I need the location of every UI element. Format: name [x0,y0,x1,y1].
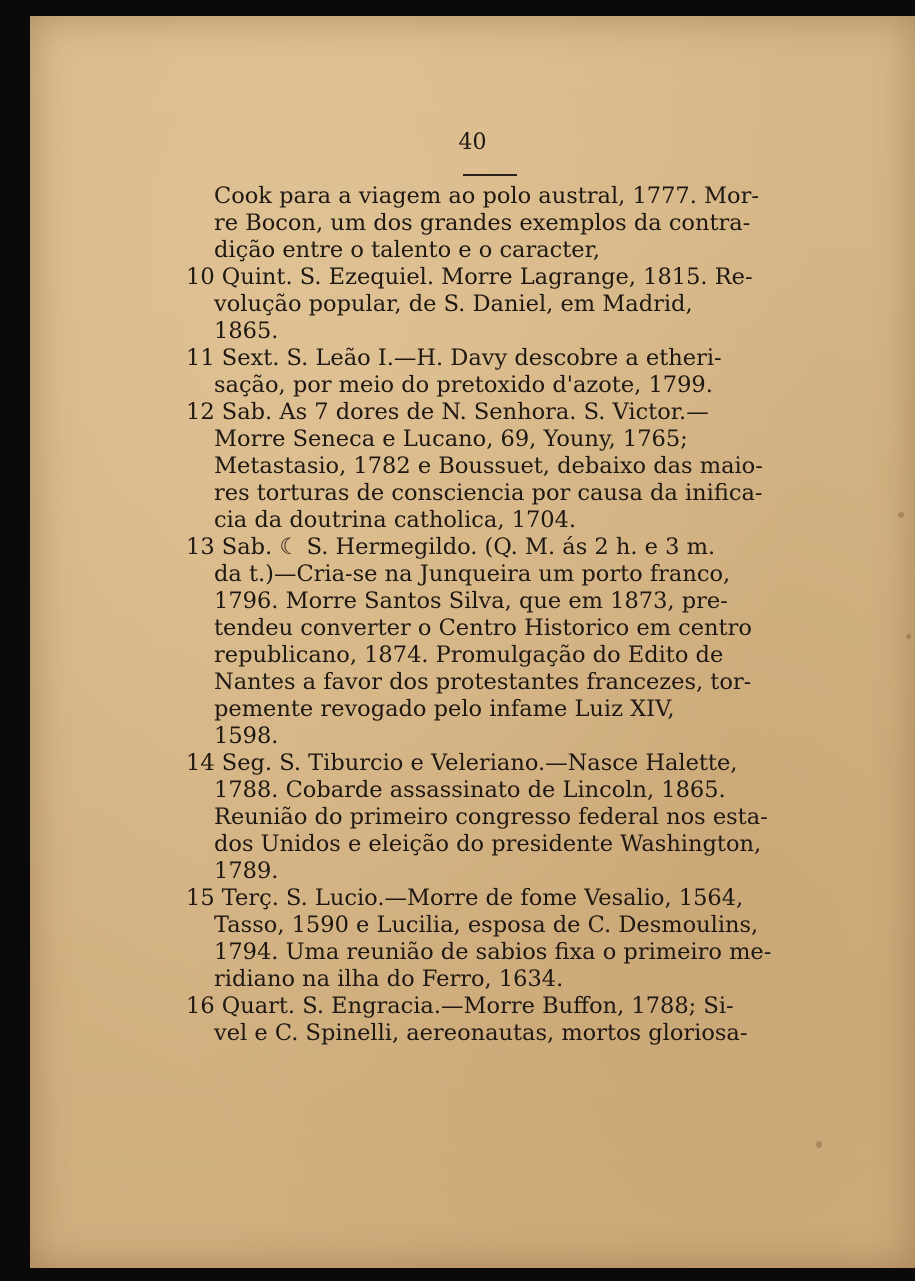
text-line: volução popular, de S. Daniel, em Madrid, [214,291,693,317]
paper-stain [898,512,904,518]
text-line: ridiano na ilha do Ferro, 1634. [214,966,564,992]
text-line: res torturas de consciencia por causa da inifica- [214,480,763,506]
text-line: 10 Quint. S. Ezequiel. Morre Lagrange, 1815. Re- [186,264,753,290]
text-line: republicano, 1874. Promulgação do Edito de [214,642,724,668]
paper-stain [816,1141,822,1148]
text-line: Reunião do primeiro congresso federal nos esta- [214,804,768,830]
text-line: Metastasio, 1782 e Boussuet, debaixo das maio- [214,453,763,479]
text-line: 13 Sab. ☾ S. Hermegildo. (Q. M. ás 2 h. e 3 m. [186,534,716,560]
page-body [186,183,796,1047]
text-line: dição entre o talento e o caracter, [214,237,601,263]
text-line: vel e C. Spinelli, aereonautas, mortos gloriosa- [214,1020,748,1046]
text-line: Tasso, 1590 e Lucilia, esposa de C. Desmoulins, [214,912,759,938]
page-number: 40 [458,130,487,155]
text-line: 11 Sext. S. Leão I.—H. Davy descobre a etheri- [186,345,722,371]
text-line: sação, por meio do pretoxido d'azote, 1799. [214,372,713,398]
text-line: tendeu converter o Centro Historico em centro [214,615,752,641]
text-line: dos Unidos e eleição do presidente Washington, [214,831,762,857]
text-line: Morre Seneca e Lucano, 69, Youny, 1765; [214,426,688,452]
text-line: 1789. [214,858,279,884]
text-line: 16 Quart. S. Engracia.—Morre Buffon, 1788; Si- [186,993,734,1019]
text-line: 12 Sab. As 7 dores de N. Senhora. S. Victor.— [186,399,709,425]
text-line: 1598. [214,723,279,749]
text-line: 1865. [214,318,279,344]
text-line: Nantes a favor dos protestantes francezes, tor- [214,669,752,695]
text-line: cia da doutrina catholica, 1704. [214,507,577,533]
text-line: 15 Terç. S. Lucio.—Morre de fome Vesalio, 1564, [186,885,744,911]
paper-stain [906,634,911,639]
text-line: 1794. Uma reunião de sabios fixa o primeiro me- [214,939,772,965]
text-line: 14 Seg. S. Tiburcio e Veleriano.—Nasce Halette, [186,750,738,776]
text-line: re Bocon, um dos grandes exemplos da contra- [214,210,751,236]
text-line: 1788. Cobarde assassinato de Lincoln, 1865. [214,777,726,803]
text-line: Cook para a viagem ao polo austral, 1777. Mor- [214,183,759,209]
book-page [30,16,915,1268]
text-line: 1796. Morre Santos Silva, que em 1873, pre- [214,588,728,614]
text-line: pemente revogado pelo infame Luiz XIV, [214,696,675,722]
text-line: da t.)—Cria-se na Junqueira um porto franco, [214,561,731,587]
header-rule [463,174,517,176]
